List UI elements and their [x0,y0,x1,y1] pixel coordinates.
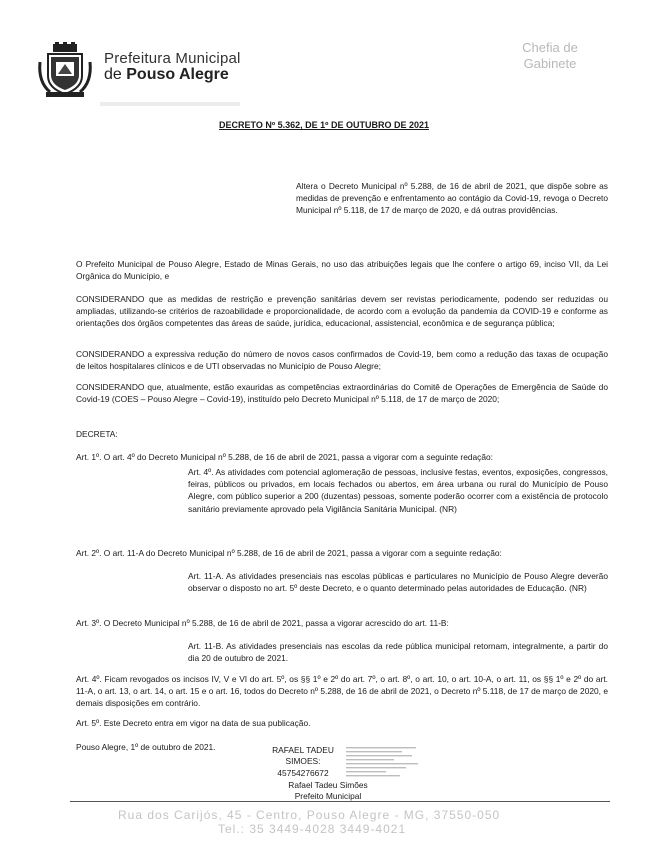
footer-phone: Tel.: 35 3449-4028 3449-4021 [218,822,407,836]
org-city: Pouso Alegre [126,66,229,83]
article-3: Art. 3º. O Decreto Municipal nº 5.288, de 16 de abril de 2021, passa a vigorar acrescido do art. 11-B: [76,618,449,628]
article-5: Art. 5º. Este Decreto entra em vigor na data de sua publicação. [76,718,311,728]
org-name-line2 [104,66,229,84]
article-1: Art. 1º. O art. 4º do Decreto Municipal nº 5.288, de 16 de abril de 2021, passa a vigorar com a seguinte redação: [76,452,493,462]
digital-signature-stamp [346,745,436,781]
office-stamp [510,40,590,72]
article-3-quote: Art. 11-B. As atividades presenciais nas escolas da rede pública municipal retornam, integralmente, a partir do dia 20 de outubro de 2021. [188,641,608,664]
place-and-date: Pouso Alegre, 1º de outubro de 2021. [76,742,216,752]
signature-line3: 45754276672 [277,767,329,778]
footer-address: Rua dos Carijós, 45 - Centro, Pouso Alegre - MG, 37550-050 [118,808,501,822]
footer-divider [70,801,610,802]
article-2: Art. 2º. O art. 11-A do Decreto Municipal nº 5.288, de 16 de abril de 2021, passa a vigorar com a seguinte redação: [76,548,502,558]
signature-line2: SIMOES: [285,756,321,767]
signatory-block [268,780,388,802]
signature-line1: RAFAEL TADEU [272,745,334,755]
digital-signature-name [258,745,348,779]
stamp-line2: Gabinete [523,56,577,71]
considerando-paragraph-3: CONSIDERANDO que, atualmente, estão exauridas as competências extraordinárias do Comitê de Operações de Emergência de Saúde do Covid-19 (COES – Pouso Alegre – Covid-19), instituído pelo Decreto Municipal nº 5.118, de 17 de março de 2020; [76,382,608,405]
signatory-name: Rafael Tadeu Simões [288,780,368,790]
article-1-quote: Art. 4º. As atividades com potencial aglomeração de pessoas, inclusive festas, eventos, exposições, congressos, feiras, públicos ou privados, em locais fechados ou abertos, em área urbana ou rural do Município de Pouso Alegre, com público superior a 200 (duzentas) pessoas, somente poderão ocorrer com a existência de protocolo sanitário previamente aprovado pela Vigilância Sanitária Municipal. (NR) [188,467,608,514]
considerando-paragraph-1: CONSIDERANDO que as medidas de restrição e prevenção sanitárias devem ser revistas periodicamente, podendo ser reduzidas ou ampliadas, utilizando-se critérios de razoabilidade e proporcionalidade, de acordo com a evolução da pandemia da COVID-19 e conforme as orientações dos órgãos competentes das áreas de saúde, jurídica, educacional, assistencial, econômica e de segurança pública; [76,294,608,329]
stamp-line1: Chefia de [522,40,578,55]
decree-title: DECRETO Nº 5.362, DE 1º DE OUTUBRO DE 2021 [219,120,429,130]
header-faint-bar [100,102,240,106]
signatory-role: Prefeito Municipal [294,791,362,801]
coat-of-arms-logo [36,42,94,98]
org-name-line1: Prefeitura Municipal [104,50,241,67]
org-prefix: de [104,66,122,83]
article-4: Art. 4º. Ficam revogados os incisos IV, V e VI do art. 5º, os §§ 1º e 2º do art. 7º, o art. 8º, o art. 10, o art. 10-A, o art. 11, os §§ 1º e 2º do art. 11-A, o art. 13, o art. 14, o art. 15 e o art. 16, todos do Decreto nº 5.288, de 16 de abril de 2021, o Decreto nº 5.118, de 17 de março de 2020, e demais disposições em contrário. [76,674,608,709]
article-2-quote: Art. 11-A. As atividades presenciais nas escolas públicas e particulares no Município de Pouso Alegre deverão observar o disposto no art. 5º deste Decreto, e o quanto determinado pelas autoridades de Educação. (NR) [188,571,608,594]
decree-ementa: Altera o Decreto Municipal nº 5.288, de 16 de abril de 2021, que dispõe sobre as medidas de prevenção e enfrentamento ao contágio da Covid-19, revoga o Decreto Municipal nº 5.118, de 17 de março de 2020, e dá outras providências. [296,181,608,216]
decreta-heading: DECRETA: [76,429,118,439]
preamble-paragraph: O Prefeito Municipal de Pouso Alegre, Estado de Minas Gerais, no uso das atribuições legais que lhe confere o artigo 69, inciso VII, da Lei Orgânica do Município, e [76,259,608,282]
considerando-paragraph-2: CONSIDERANDO a expressiva redução do número de novos casos confirmados de Covid-19, bem como a redução das taxas de ocupação de leitos hospitalares clínicos e de UTI observadas no Município de Pouso Alegre; [76,349,608,372]
